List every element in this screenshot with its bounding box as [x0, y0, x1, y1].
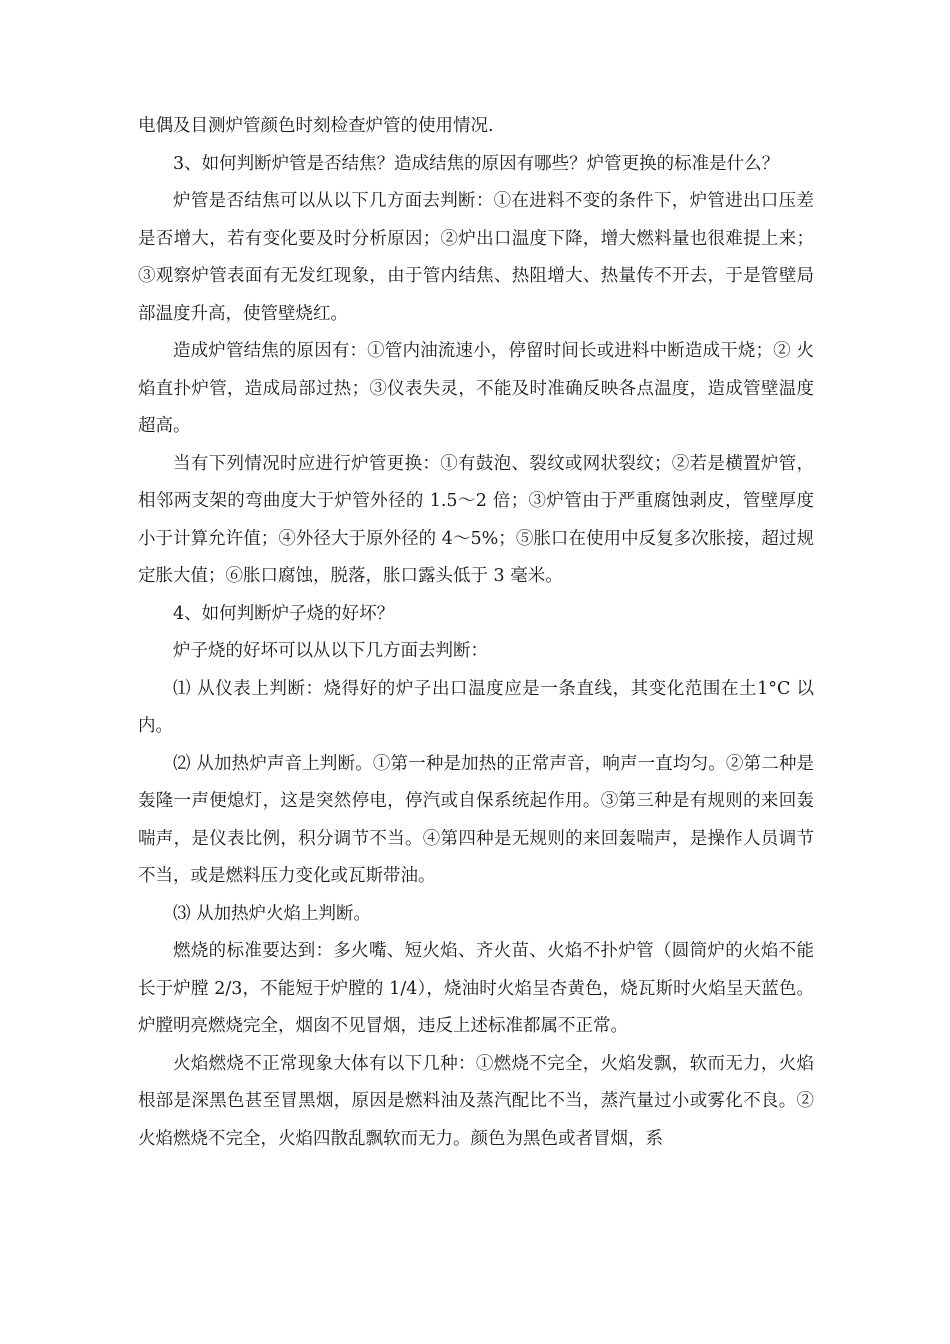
furnace-judgment-intro: 炉子烧的好坏可以从以下几方面去判断： — [173, 641, 488, 661]
instrument-judgment-item: ⑴ 从仪表上判断：烧得好的炉子出口温度应是一条直线，其变化范围在土1°C 以内。 — [138, 678, 814, 736]
coking-judgment-paragraph: 炉管是否结焦可以从以下几方面去判断：①在进料不变的条件下，炉管进出口压差是否增大，若有变化要及时分析原因；②炉出口温度下降，增大燃料量也很难提上来；③观察炉管表面有无发红现象，由于管内结焦、热阻增大、热量传不开去，于是管壁局部温度升高，使管壁烧红。 — [138, 191, 814, 324]
tube-replacement-paragraph: 当有下列情况时应进行炉管更换：①有鼓泡、裂纹或网状裂纹；②若是横置炉管，相邻两支架的弯曲度大于炉管外径的 1.5～2 倍；③炉管由于严重腐蚀剥皮，管壁厚度小于计算允许值；④外径大于原外径的 4～5%；⑤胀口在使用中反复多次胀接，超过规定胀大值；⑥胀口腐蚀，脱落，胀口露头低于 3 毫米。 — [138, 453, 814, 586]
combustion-standard-paragraph: 燃烧的标准要达到：多火嘴、短火焰、齐火苗、火焰不扑炉管（圆筒炉的火焰不能长于炉膛 2/3，不能短于炉膛的 1/4），烧油时火焰呈杏黄色，烧瓦斯时火焰呈天蓝色。炉膛明亮燃烧完全，烟囱不见冒烟，违反上述标准都属不正常。 — [138, 941, 814, 1036]
question-3-heading: 3、如何判断炉管是否结焦？造成结焦的原因有哪些？炉管更换的标准是什么？ — [173, 153, 780, 174]
paragraph-continuation: 电偶及目测炉管颜色时刻检查炉管的使用情况. — [138, 116, 494, 136]
coking-cause-paragraph: 造成炉管结焦的原因有：①管内油流速小，停留时间长或进料中断造成干烧；② 火焰直扑炉管，造成局部过热；③仪表失灵，不能及时准确反映各点温度，造成管壁温度超高。 — [138, 341, 814, 436]
document-page — [138, 108, 814, 1158]
question-4-heading: 4、如何判断炉子烧的好坏？ — [173, 603, 395, 624]
abnormal-flame-paragraph: 火焰燃烧不正常现象大体有以下几种：①燃烧不完全，火焰发飘，软而无力，火焰根部是深黑色甚至冒黑烟，原因是燃料油及蒸汽配比不当，蒸汽量过小或雾化不良。②火焰燃烧不完全，火焰四散乱飘软而无力。颜色为黑色或者冒烟，系 — [138, 1053, 814, 1149]
sound-judgment-item: ⑵ 从加热炉声音上判断。①第一种是加热的正常声音，响声一直均匀。②第二种是轰隆一声便熄灯，这是突然停电，停汽或自保系统起作用。③第三种是有规则的来回轰喘声，是仪表比例，积分调节不当。④第四种是无规则的来回轰喘声，是操作人员调节不当，或是燃料压力变化或瓦斯带油。 — [138, 753, 814, 886]
flame-judgment-item: ⑶ 从加热炉火焰上判断。 — [173, 903, 372, 924]
